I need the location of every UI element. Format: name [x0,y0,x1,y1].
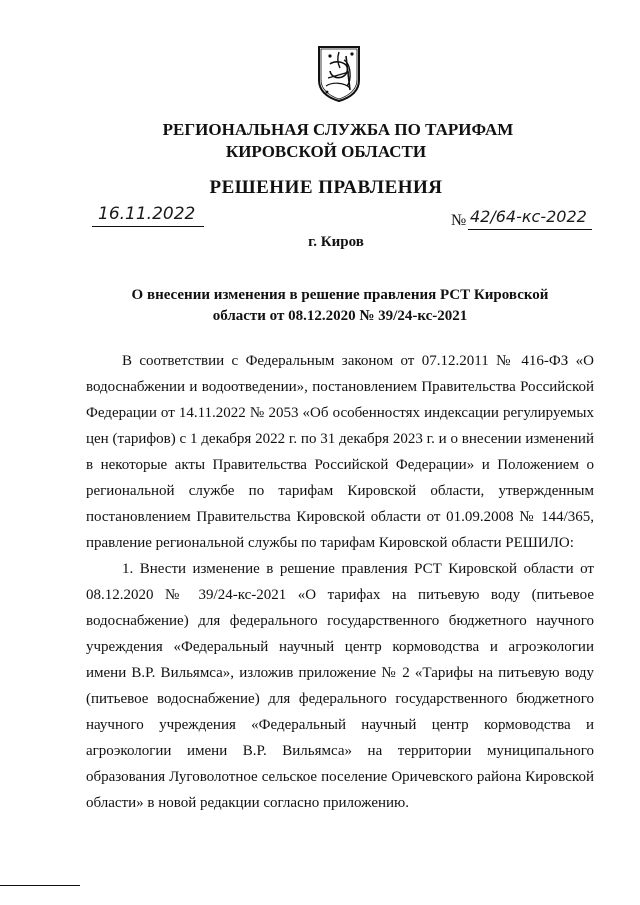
subject-line2: области от 08.12.2020 № 39/24-кс-2021 [212,308,468,324]
body-paragraph-preamble: В соответствии с Федеральным законом от 07.12.2011 № 416-ФЗ «О водоснабжении и водоотведении», постановлением Правительства Российской Федерации от 14.11.2022 № 2053 «Об особенностях индексации регулируемых цен (тарифов) с 1 декабря 2022 г. по 31 декабря 2023 г. и о внесении изменений в некоторые акты Правительства Российской Федерации» и Положением о региональной службе по тарифам Кировской области, утвержденным постановлением Правительства Кировской области от 01.09.2008 № 144/365, правление региональной службы по тарифам Кировской области РЕШИЛО: [86,353,594,551]
document-city: г. Киров [308,234,364,250]
document-date: 16.11.2022 [98,204,196,224]
kirov-coat-of-arms-icon [316,44,362,102]
number-underline [468,229,592,230]
organization-name-line1: РЕГИОНАЛЬНАЯ СЛУЖБА ПО ТАРИФАМ [162,120,514,139]
document-body [86,348,594,816]
organization-name-line2: КИРОВСКОЙ ОБЛАСТИ [225,142,427,161]
document-number-label: № [451,212,467,229]
date-underline [92,226,204,227]
document-subject [120,285,560,327]
footer-divider [0,885,80,886]
document-title: РЕШЕНИЕ ПРАВЛЕНИЯ [209,177,443,198]
body-paragraph-item1: 1. Внести изменение в решение правления РСТ Кировской области от 08.12.2020 № 39/24-кс-2021 «О тарифах на питьевую воду (питьевое водоснабжение) для федерального государственного бюджетного научного учреждения «Федеральный научный центр кормоводства и агроэкологии имени В.Р. Вильямса», изложив приложение № 2 «Тарифы на питьевую воду (питьевое водоснабжение) для федерального государственного бюджетного научного учреждения «Федеральный научный центр кормоводства и агроэкологии имени В.Р. Вильямса» на территории муниципального образования Луговолотное сельское поселение Оричевского района Кировской области» в новой редакции согласно приложению. [86,561,594,811]
subject-line1: О внесении изменения в решение правления РСТ Кировской [131,287,549,303]
document-number: 42/64-кс-2022 [470,207,587,226]
